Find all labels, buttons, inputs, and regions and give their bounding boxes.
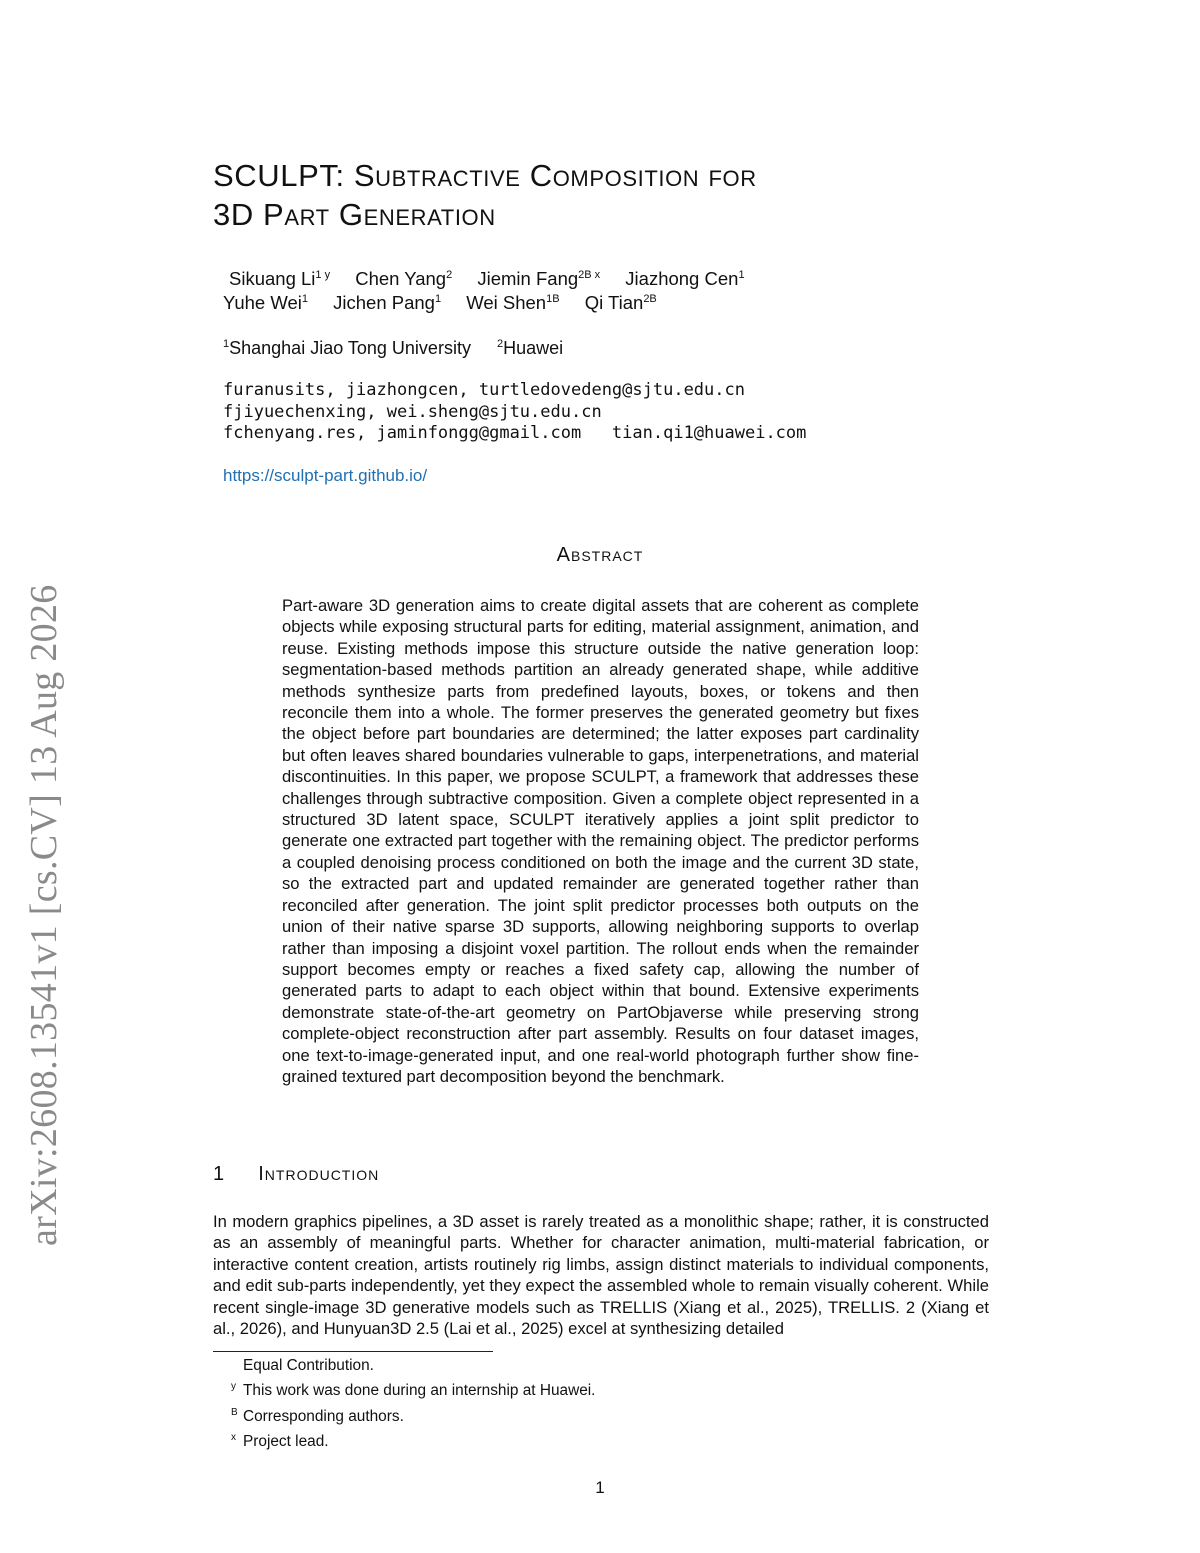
author-mark: 1B bbox=[546, 292, 560, 305]
footnote-mark: B bbox=[231, 1406, 238, 1418]
author-mark: 2B bbox=[643, 292, 657, 305]
footnote bbox=[231, 1376, 595, 1402]
footnote-mark: y bbox=[231, 1381, 236, 1393]
footnote-rule bbox=[213, 1351, 493, 1352]
page-number: 1 bbox=[595, 1478, 605, 1497]
abstract-text: Part-aware 3D generation aims to create digital assets that are coherent as complete objects while exposing structural parts for editing, material assignment, animation, and reuse. Existing methods impose this structure outside the native generation loop: segmentation-based methods partition an already generated shape, while additive methods synthesize parts from predefined layouts, boxes, or tokens and then reconcile them into a whole. The former preserves the generated geometry but fixes the object before part boundaries are determined; the latter exposes part cardinality but often leaves shared boundaries vulnerable to gaps, interpenetrations, and material discontinuities. In this paper, we propose SCULPT, a framework that addresses these challenges through subtractive composition. Given a complete object represented in a structured 3D latent space, SCULPT iteratively applies a joint split predictor to generate one extracted part together with the remaining object. The predictor performs a coupled denoising process conditioned on both the image and the current 3D state, so the extracted part and updated remainder are generated together rather than reconciled after generation. The joint split predictor processes both outputs on the union of their native sparse 3D supports, allowing neighboring supports to overlap rather than imposing a disjoint voxel partition. The rollout ends when the remainder support becomes empty or reaches a fixed safety cap, allowing the number of generated parts to adapt to each object within that bound. Extensive experiments demonstrate state-of-the-art geometry on PartObjaverse while preserving strong complete-object reconstruction after part assembly. Results on four dataset images, one text-to-image-generated input, and one real-world photograph further show fine-grained textured part decomposition beyond the benchmark. bbox=[282, 596, 919, 1086]
author-name: Jiemin Fang bbox=[477, 268, 579, 289]
author-name: Qi Tian bbox=[584, 292, 644, 313]
paper-title-line-1: SCULPT: Subtractive Composition for bbox=[213, 158, 757, 193]
author-name: Sikuang Li bbox=[229, 268, 316, 289]
abstract-heading: Abstract bbox=[556, 544, 644, 566]
author-mark: 2 bbox=[446, 268, 453, 281]
author-name: Chen Yang bbox=[355, 268, 447, 289]
author-name: Jichen Pang bbox=[333, 292, 435, 313]
author-mark: 1 y bbox=[315, 268, 331, 281]
author-mark: 1 bbox=[738, 268, 745, 281]
author-mark: 2B x bbox=[578, 268, 601, 281]
footnote-text: Equal Contribution. bbox=[243, 1357, 374, 1374]
author-name: Yuhe Wei bbox=[223, 292, 302, 313]
paper-title-line-2: 3D Part Generation bbox=[213, 197, 496, 232]
arxiv-identifier: arXiv:2608.13541v1 [cs.CV] 13 Aug 2026 bbox=[23, 584, 65, 1246]
footnote-mark: x bbox=[231, 1432, 236, 1444]
affiliation-mark: 1 bbox=[223, 338, 230, 350]
affiliation-mark: 2 bbox=[496, 338, 504, 350]
footnote bbox=[231, 1427, 595, 1453]
footnote-text: Corresponding authors. bbox=[243, 1408, 404, 1426]
author-mark: 1 bbox=[434, 292, 442, 305]
footnote-text: This work was done during an internship at Huawei. bbox=[243, 1382, 596, 1400]
author-row-1 bbox=[229, 268, 745, 290]
footnote bbox=[231, 1402, 595, 1428]
introduction-text: In modern graphics pipelines, a 3D asset is rarely treated as a monolithic shape; rather, it is constructed as an assembly of meaningful parts. Whether for character animation, multi-material fabrication, or interactive content creation, artists routinely rig limbs, assign distinct materials to individual components, and edit sub-parts independently, yet they expect the assembled whole to remain visually coherent. While recent single-image 3D generative models such as TRELLIS (Xiang et al., 2025), TRELLIS. 2 (Xiang et al., 2026), and Hunyuan3D 2.5 (Lai et al., 2025) excel at synthesizing detailed bbox=[213, 1212, 989, 1339]
email-line: fjiyuechenxing, wei.sheng@sjtu.edu.cn bbox=[223, 401, 602, 422]
section-number: 1 bbox=[213, 1163, 226, 1185]
email-line: furanusits, jiazhongcen, turtledovedeng@sjtu.edu.cn bbox=[223, 380, 745, 400]
email-line: fchenyang.res, jaminfongg@gmail.com tian.qi1@huawei.com bbox=[223, 423, 807, 443]
section-title: Introduction bbox=[258, 1163, 380, 1185]
author-name: Jiazhong Cen bbox=[625, 268, 739, 289]
affiliation-name: Shanghai Jiao Tong University bbox=[229, 338, 471, 358]
footnote-text: Project lead. bbox=[243, 1433, 329, 1451]
footnote bbox=[231, 1355, 595, 1376]
section-heading-introduction bbox=[213, 1163, 379, 1186]
author-row-2 bbox=[223, 292, 657, 314]
email-block bbox=[223, 380, 806, 445]
affiliation-name: Huawei bbox=[503, 338, 564, 358]
author-mark: 1 bbox=[301, 292, 308, 305]
affiliations bbox=[223, 338, 563, 359]
project-page-link[interactable]: https://sculpt-part.github.io/ bbox=[223, 466, 428, 485]
footnotes bbox=[231, 1355, 595, 1453]
author-name: Wei Shen bbox=[466, 292, 547, 313]
